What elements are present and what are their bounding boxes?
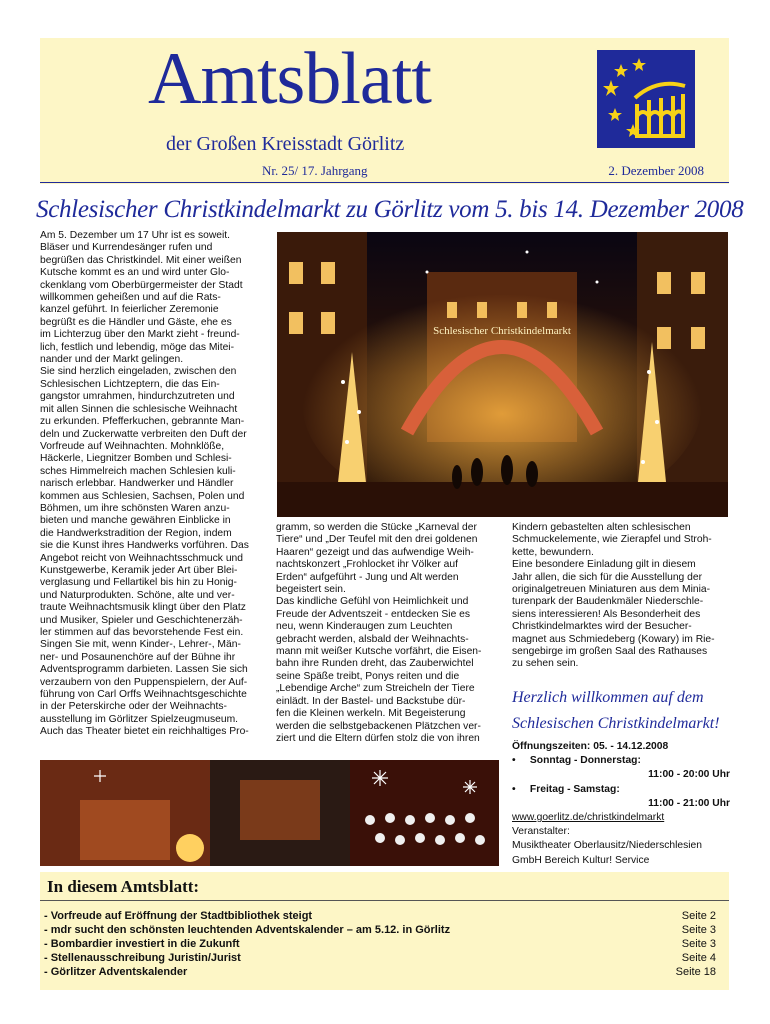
- article-text-line: Kunstgewerbe, Keramik jeder Art über Blei-: [40, 564, 238, 576]
- article-text-line: gramm, so werden die Stücke „Karneval der: [276, 522, 477, 533]
- article-text-line: Böhmen, um ihre schönsten Waren anzu-: [40, 502, 230, 514]
- article-text-line: ziert und die Eltern dürfen stolz die von ihren: [276, 732, 480, 744]
- arch-sign-text: Schlesischer Christkindelmarkt: [433, 325, 571, 337]
- article-text-line: Christkindelmarktes wird der Besucher-: [512, 621, 692, 633]
- article-text-line: Schlesischen Lichtzeptern, die das Ein-: [40, 378, 220, 390]
- article-text-line: begrüßen das Christkindel. Mit einer weißen: [40, 254, 242, 266]
- market-photo-image: [277, 232, 728, 517]
- stage-photo-image: [40, 760, 499, 866]
- article-text-line: „Lebendige Arche“ zum Streicheln der Tiere: [276, 683, 475, 695]
- article-text-line: Erden“ aufgeführt - Jung und Alt werden: [276, 571, 459, 583]
- opening-hours-box: [512, 740, 730, 868]
- article-text-line: begeistert sein.: [276, 584, 346, 596]
- contents-item[interactable]: - mdr sucht den schönsten leuchtenden Adventskalender – am 5.12. in Görlitz: [44, 924, 451, 936]
- website-link[interactable]: www.goerlitz.de/christkindelmarkt: [512, 812, 665, 824]
- issue-date: 2. Dezember 2008: [608, 163, 704, 178]
- article-text-line: führung von Carl Orffs Weihnachtsgeschichte: [40, 689, 247, 701]
- article-text-line: ausstellung im Görlitzer Spielzeugmuseum.: [40, 713, 239, 725]
- article-text-line: neu, wenn Kinderaugen zum Leuchten: [276, 621, 453, 633]
- article-text-line: nander und der Markt gelingen.: [40, 354, 184, 366]
- article-text-line: Freude der Adventszeit - entdecken Sie es: [276, 608, 471, 620]
- welcome-banner: [512, 685, 732, 737]
- article-text-line: ckenklang vom Oberbürgermeister der Stadt: [40, 279, 243, 291]
- article-text-line: die Handwerkstradition der Region, indem: [40, 527, 232, 539]
- article-text-line: nachtskonzert „Frohlocket ihr Völker auf: [276, 559, 458, 571]
- contents-item[interactable]: - Bombardier investiert in die Zukunft: [44, 938, 240, 950]
- article-text-line: Adventsprogramm darbieten. Lassen Sie sich: [40, 664, 248, 676]
- opening-hours-label: Öffnungszeiten: 05. - 14.12.2008: [512, 741, 669, 752]
- article-text-line: Häckerle, Liegnitzer Bomben und Schlesi-: [40, 453, 232, 465]
- organizer-line-2: GmbH Bereich Kultur! Service: [512, 854, 650, 866]
- article-text-line: zu erkunden. Pfefferkuchen, gebrannte Man-: [40, 416, 245, 428]
- article-text-line: begrüßt es die Händler und Gäste, ehe es: [40, 316, 232, 328]
- contents-page: Seite 18: [675, 966, 716, 978]
- welcome-line-1: Herzlich willkommen auf dem: [512, 689, 704, 706]
- city-logo: [597, 50, 695, 148]
- article-text-line: Haaren“ gezeigt und das aufwendige Weih-: [276, 546, 474, 558]
- article-text-line: Am 5. Dezember um 17 Uhr ist es soweit.: [40, 230, 230, 241]
- article-text-line: willkommen geheißen und auf die Rats-: [40, 292, 221, 304]
- issue-number: Nr. 25/ 17. Jahrgang: [262, 163, 368, 178]
- article-text-line: in der Peterskirche oder der Weihnachts-: [40, 701, 227, 713]
- article-text-line: im Lichterzug über den Markt zieht - freund-: [40, 329, 240, 341]
- contents-page: Seite 3: [681, 938, 716, 950]
- article-column-2: [276, 522, 498, 745]
- article-text-line: Singen Sie mit, wenn Kinder-, Lehrer-, Män-: [40, 639, 241, 651]
- organizer-line-1: Musiktheater Oberlausitz/Niederschlesien: [512, 840, 703, 852]
- article-text-line: traute Weihnachtsmusik klingt über den Platz: [40, 602, 246, 614]
- article-text-line: bahn ihre Runden dreht, das Zauberwichtel: [276, 658, 474, 670]
- article-text-line: kette, bewundern.: [512, 546, 594, 558]
- article-text-line: deln und Zuckerwatte verbreiten den Duft der: [40, 428, 247, 440]
- article-text-line: narisch erlebbar. Handwerker und Händler: [40, 478, 234, 490]
- contents-page: Seite 3: [681, 924, 716, 936]
- article-text-line: verzaubern von den Puppenspielern, der Auf-: [40, 676, 248, 688]
- article-text-line: mann mit weißer Kutsche vorfährt, die Eisen-: [276, 646, 482, 658]
- welcome-line-2: Schlesischen Christkindelmarkt!: [512, 715, 720, 732]
- contents-item[interactable]: - Görlitzer Adventskalender: [44, 966, 188, 978]
- article-text-line: gebracht werden, alsbald der Weihnachts-: [276, 633, 469, 645]
- article-text-line: und Musiker, Spieler und Geschichtenerzäh-: [40, 614, 243, 626]
- article-text-line: siens interessieren! Als Besonderheit des: [512, 608, 701, 620]
- article-text-line: ler stimmen auf das bevorstehende Fest ein.: [40, 627, 244, 638]
- article-text-line: originalgetreuen Miniaturen aus dem Miniа-: [512, 584, 711, 596]
- article-text-line: und Naturprodukten. Schöne, alte und ver-: [40, 589, 235, 601]
- stage-photo: [40, 760, 499, 866]
- contents-item[interactable]: - Stellenausschreibung Juristin/Jurist: [44, 952, 241, 964]
- organizer-label: Veranstalter:: [512, 826, 570, 838]
- article-text-line: kanzel geführt. In feierlicher Zeremonie: [40, 304, 219, 316]
- article-text-line: einlädt. In der Bastel- und Backstube dür-: [276, 695, 466, 707]
- hours-time-2: 11:00 - 21:00 Uhr: [648, 797, 730, 809]
- article-text-line: Vorfreude auf Weihnachten. Mohnklöße,: [40, 440, 225, 452]
- contents-page: Seite 2: [681, 910, 716, 922]
- market-photo: [277, 232, 728, 517]
- article-text-line: seine Späße treibt, Ponys reiten und die: [276, 670, 460, 682]
- article-text-line: Bläser und Kurrendesänger rufen und: [40, 242, 213, 254]
- article-text-line: sie die Kunst ihres Handwerks vorführen. Das: [40, 540, 249, 552]
- article-text-line: mit allen Sinnen die schlesische Weihnacht: [40, 403, 238, 415]
- article-text-line: Das kindliche Gefühl von Heimlichkeit und: [276, 596, 469, 608]
- hours-day-1: • Sonntag - Donnerstag:: [512, 755, 641, 767]
- contents-divider: [40, 900, 729, 901]
- article-text-line: werden die selbstgebackenen Plätzchen ver-: [276, 720, 481, 732]
- article-text-line: Eine besondere Einladung gilt in diesem: [512, 559, 696, 571]
- article-text-line: verglasung und Fellartikel bis hin zu Honig-: [40, 577, 237, 589]
- article-text-line: lich, festlich und lebendig, möge das Mitei-: [40, 341, 235, 353]
- article-text-line: Jahr allen, die sich für die Ausstellung der: [512, 571, 703, 583]
- article-text-line: turenpark der Baudenkmäler Niederschle-: [512, 596, 704, 608]
- article-text-line: magnet aus Schmiedeberg (Kowary) im Rie-: [512, 633, 715, 645]
- contents-item[interactable]: - Vorfreude auf Eröffnung der Stadtbibliothek steigt: [44, 910, 313, 922]
- article-text-line: kommen aus Schlesien, Sachsen, Polen und: [40, 490, 245, 502]
- hours-time-1: 11:00 - 20:00 Uhr: [648, 769, 730, 781]
- contents-title: In diesem Amtsblatt:: [47, 877, 200, 896]
- article-text-line: Schmuckelemente, wie Zierapfel und Stroh-: [512, 534, 712, 546]
- article-text-line: gangstor umrahmen, hindurchzutreten und: [40, 391, 235, 403]
- article-text-line: fen die Kleinen werkeln. Mit Begeisterung: [276, 708, 466, 720]
- header-divider: [40, 182, 729, 183]
- article-text-line: bieten und manche gewähren Einblicke in: [40, 515, 231, 527]
- hours-day-2-text: Freitag - Samstag:: [529, 783, 620, 795]
- hours-day-1-text: Sonntag - Donnerstag:: [529, 755, 641, 767]
- article-column-3: [512, 522, 730, 671]
- article-text-line: sches Himmelreich machen Schlesien kuli-: [40, 465, 236, 477]
- masthead-title: Amtsblatt: [148, 38, 431, 120]
- article-text-line: Kindern gebastelten alten schlesischen: [512, 522, 691, 533]
- article-text-line: sengebirge im großen Saal des Rathauses: [512, 646, 708, 658]
- contents-page: Seite 4: [681, 952, 716, 964]
- article-text-line: Tiere“ und „Der Teufel mit den drei goldenen: [276, 534, 478, 546]
- article-text-line: Sie sind herzlich eingeladen, zwischen den: [40, 366, 237, 378]
- article-text-line: Angebot reicht von Weihnachtsschmuck und: [40, 552, 244, 564]
- hours-day-2: • Freitag - Samstag:: [512, 783, 620, 795]
- article-text-line: ner- und Posaunenchöre auf der Bühne ihr: [40, 651, 236, 663]
- article-text-line: zu sehen sein.: [512, 658, 579, 670]
- article-text-line: Auch das Theater bietet ein reichhaltiges Pro-: [40, 726, 249, 738]
- article-text-line: Kutsche kommt es an und wird unter Glo-: [40, 267, 230, 279]
- article-column-1: [40, 230, 270, 739]
- article-headline: Schlesischer Christkindelmarkt zu Görlitz vom 5. bis 14. Dezember 2008: [36, 196, 744, 223]
- city-logo-icon: [597, 50, 695, 148]
- masthead-subtitle: der Großen Kreisstadt Görlitz: [166, 133, 405, 155]
